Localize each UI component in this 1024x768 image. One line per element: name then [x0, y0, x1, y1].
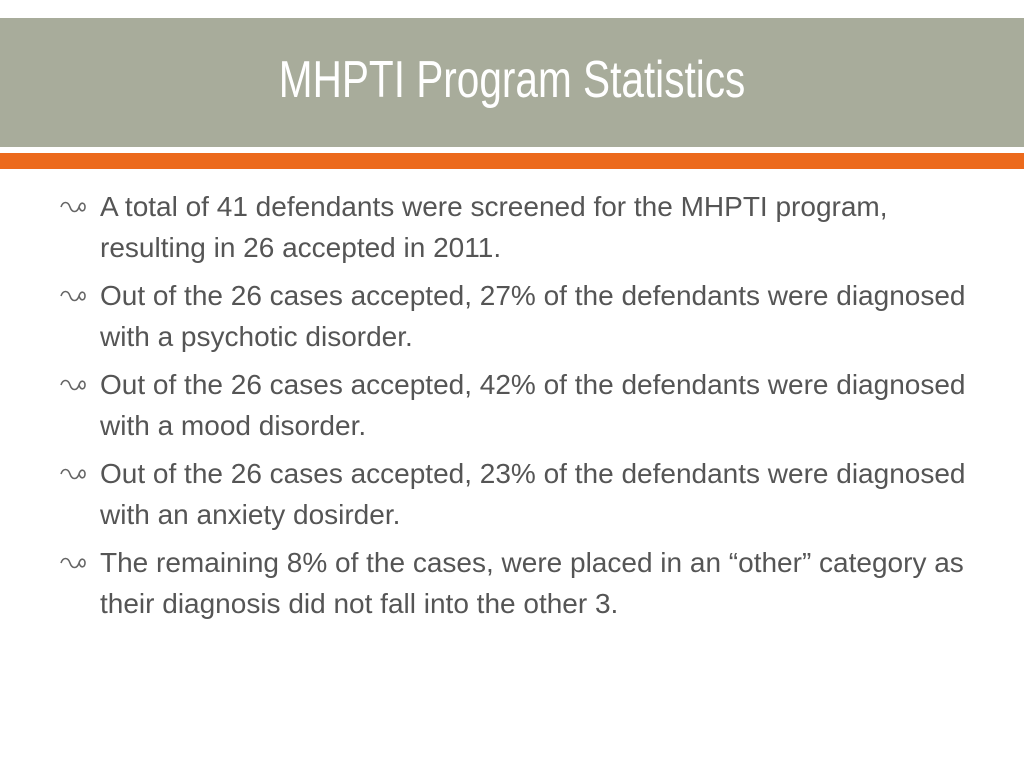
wave-loop-icon: [60, 289, 86, 303]
wave-loop-icon: [60, 467, 86, 481]
bullet-item: [58, 364, 978, 446]
bullet-list: [58, 186, 978, 624]
wave-loop-icon: [60, 200, 86, 214]
bullet-item: [58, 186, 978, 268]
bullet-text: Out of the 26 cases accepted, 42% of the defendants were diagnosed with a mood disorder.: [100, 369, 966, 441]
bullet-item: [58, 453, 978, 535]
bullet-text: Out of the 26 cases accepted, 27% of the defendants were diagnosed with a psychotic disorder.: [100, 280, 966, 352]
bullet-text: A total of 41 defendants were screened for the MHPTI program, resulting in 26 accepted in 2011.: [100, 191, 888, 263]
bullet-text: The remaining 8% of the cases, were placed in an “other” category as their diagnosis did not fall into the other 3.: [100, 547, 964, 619]
bullet-item: [58, 275, 978, 357]
wave-loop-icon: [60, 378, 86, 392]
slide-content: [58, 186, 978, 631]
bullet-text: Out of the 26 cases accepted, 23% of the defendants were diagnosed with an anxiety dosirder.: [100, 458, 966, 530]
slide-title: MHPTI Program Statistics: [278, 50, 746, 109]
accent-rule: [0, 153, 1024, 169]
bullet-item: [58, 542, 978, 624]
wave-loop-icon: [60, 556, 86, 570]
title-band: [0, 18, 1024, 147]
